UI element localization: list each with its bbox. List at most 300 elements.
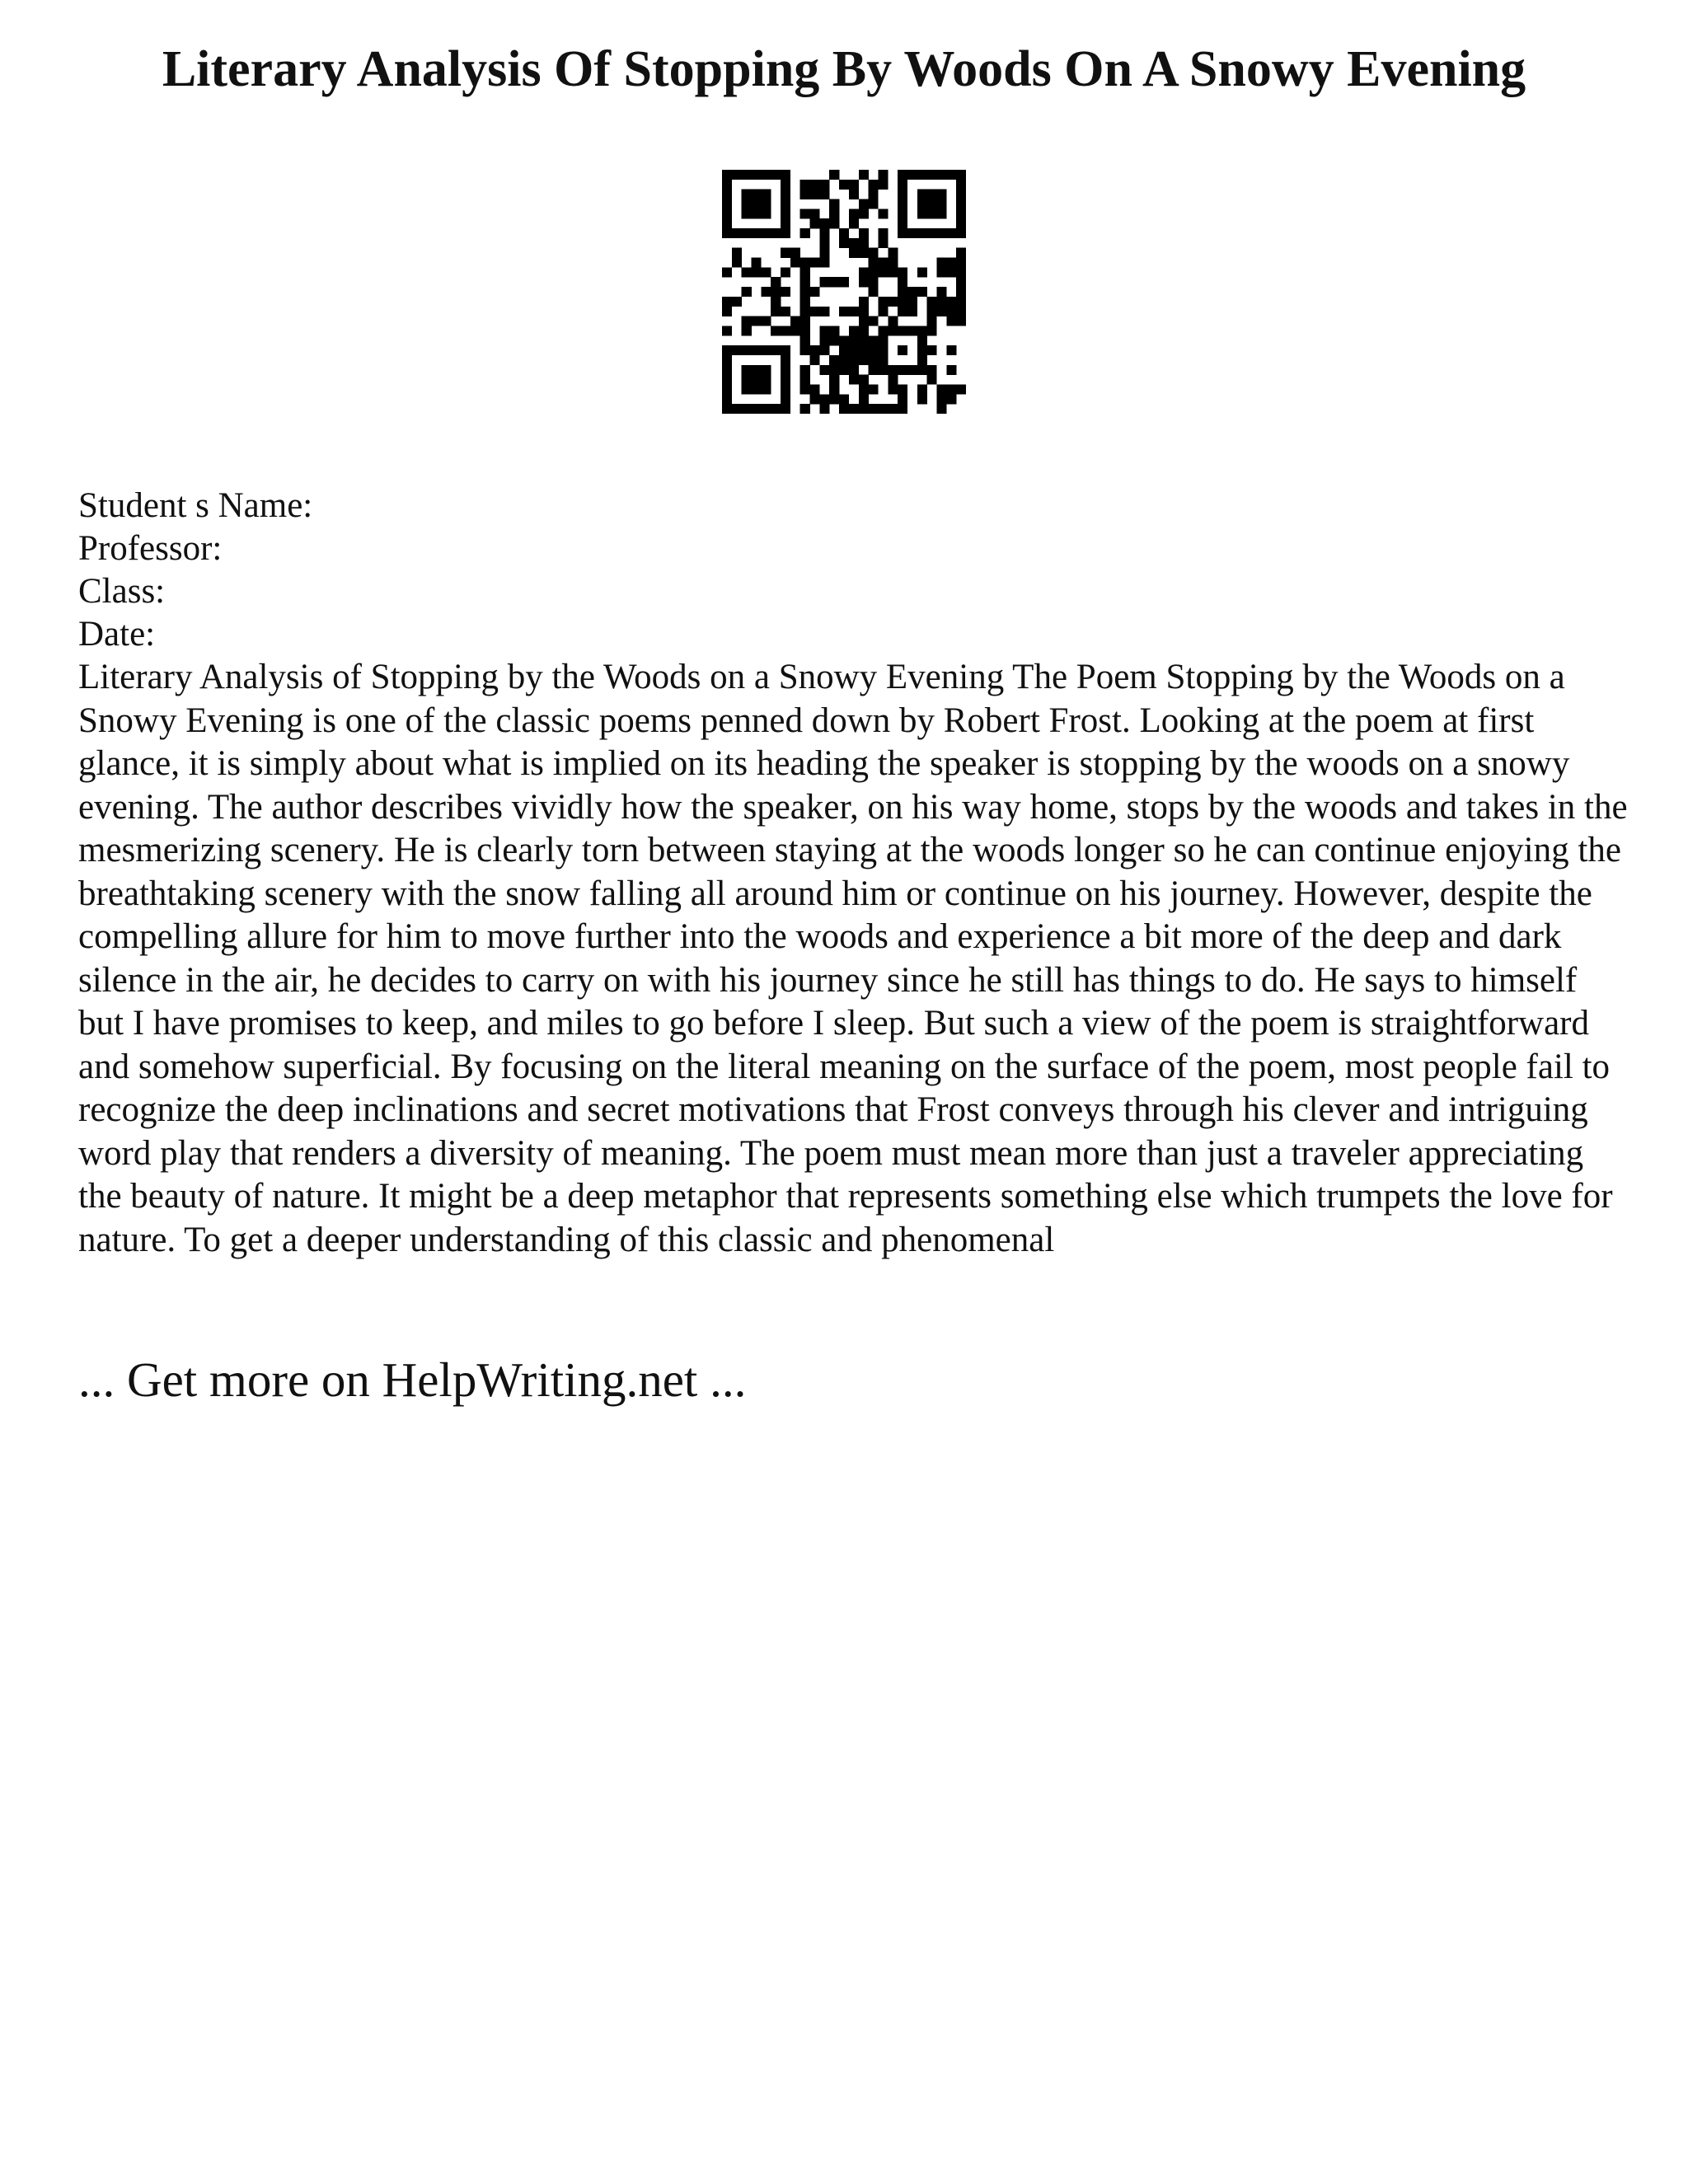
qr-module: [761, 170, 771, 180]
qr-module: [869, 199, 879, 209]
qr-module: [869, 190, 879, 199]
qr-module: [752, 384, 762, 394]
qr-module: [781, 287, 790, 297]
qr-module: [722, 170, 732, 180]
qr-module: [722, 384, 732, 394]
qr-module: [907, 307, 917, 316]
qr-module: [722, 190, 732, 199]
qr-module: [742, 404, 752, 414]
qr-module: [859, 316, 869, 326]
qr-module: [761, 287, 771, 297]
qr-module: [839, 345, 849, 355]
qr-module: [781, 209, 790, 218]
qr-module: [771, 326, 781, 335]
qr-module: [722, 326, 732, 335]
qr-module: [849, 238, 859, 248]
qr-module: [878, 297, 888, 307]
qr-module: [869, 287, 879, 297]
qr-module: [732, 258, 742, 268]
qr-module: [722, 375, 732, 385]
qr-module: [936, 190, 946, 199]
professor-label: Professor:: [78, 529, 223, 568]
qr-module: [878, 355, 888, 365]
qr-module: [819, 258, 829, 268]
qr-module: [771, 170, 781, 180]
qr-module: [917, 170, 927, 180]
qr-module: [839, 335, 849, 345]
qr-module: [722, 267, 732, 277]
qr-module: [819, 248, 829, 258]
qr-module: [790, 248, 800, 258]
qr-module: [810, 355, 820, 365]
qr-module: [869, 248, 879, 258]
qr-module: [752, 404, 762, 414]
qr-module: [800, 190, 810, 199]
qr-module: [869, 355, 879, 365]
qr-module: [927, 170, 937, 180]
qr-module: [927, 316, 937, 326]
qr-module: [742, 365, 752, 375]
qr-module: [752, 228, 762, 238]
qr-module: [800, 375, 810, 385]
qr-module: [869, 365, 879, 375]
qr-module: [859, 248, 869, 258]
qr-module: [839, 394, 849, 404]
qr-module: [800, 209, 810, 218]
qr-module: [761, 345, 771, 355]
qr-module: [888, 384, 898, 394]
qr-module: [878, 365, 888, 375]
qr-module: [936, 199, 946, 209]
qr-module: [927, 326, 937, 335]
qr-module: [956, 190, 966, 199]
qr-module: [898, 228, 907, 238]
qr-module: [849, 190, 859, 199]
qr-module: [888, 365, 898, 375]
qr-module: [898, 404, 907, 414]
qr-module: [819, 218, 829, 228]
qr-module: [849, 307, 859, 316]
qr-module: [936, 209, 946, 218]
qr-module: [946, 258, 956, 268]
qr-module: [946, 307, 956, 316]
qr-module: [781, 199, 790, 209]
qr-module: [849, 365, 859, 375]
qr-module: [839, 277, 849, 287]
qr-module: [936, 307, 946, 316]
qr-module: [917, 355, 927, 365]
qr-module: [829, 326, 839, 335]
qr-module: [956, 267, 966, 277]
qr-module: [898, 190, 907, 199]
qr-module: [869, 316, 879, 326]
qr-module: [888, 248, 898, 258]
qr-module: [888, 404, 898, 414]
qr-module: [878, 180, 888, 190]
qr-module: [819, 404, 829, 414]
qr-module: [800, 277, 810, 287]
qr-module: [829, 384, 839, 394]
qr-module: [819, 365, 829, 375]
qr-module: [869, 180, 879, 190]
qr-module: [790, 316, 800, 326]
qr-module: [732, 297, 742, 307]
qr-module: [742, 199, 752, 209]
qr-module: [878, 209, 888, 218]
qr-module: [722, 199, 732, 209]
qr-module: [722, 209, 732, 218]
qr-module: [859, 394, 869, 404]
qr-module: [917, 209, 927, 218]
qr-module: [898, 267, 907, 277]
qr-module: [907, 287, 917, 297]
qr-module: [819, 307, 829, 316]
qr-module: [859, 238, 869, 248]
qr-module: [839, 355, 849, 365]
qr-module: [859, 404, 869, 414]
qr-module: [800, 297, 810, 307]
qr-module: [781, 180, 790, 190]
qr-module: [810, 345, 820, 355]
qr-module: [752, 258, 762, 268]
qr-module: [771, 297, 781, 307]
qr-module: [819, 180, 829, 190]
qr-module: [869, 345, 879, 355]
qr-module: [927, 190, 937, 199]
essay-body: Literary Analysis of Stopping by the Woods on a Snowy Evening The Poem Stopping by the Woods on a Snowy Evening is one of the classic poems penned down by Robert Frost. Looking at the poem at first glance, it is simply about what is implied on its heading the speaker is stopping by the woods on a snowy evening. The author describes vividly how the speaker, on his way home, stops by the woods and takes in the mesmerizing scenery. He is clearly torn between staying at the woods longer so he can continue enjoying the breathtaking scenery with the snow falling all around him or continue on his journey. However, despite the compelling allure for him to move further into the woods and experience a bit more of the deep and dark silence in the air, he decides to carry on with his journey since he still has things to do. He says to himself but I have promises to keep, and miles to go before I sleep. But such a view of the poem is straightforward and somehow superficial. By focusing on the literal meaning on the surface of the poem, most people fail to recognize the deep inclinations and secret motivations that Frost conveys through his clever and intriguing word play that renders a diversity of meaning. The poem must mean more than just a traveler appreciating the beauty of nature. It might be a deep metaphor that represents something else which trumpets the love for nature. To get a deeper understanding of this classic and phenomenal: [78, 658, 1628, 1259]
qr-module: [742, 170, 752, 180]
qr-module: [936, 384, 946, 394]
qr-module: [888, 375, 898, 385]
qr-module: [810, 218, 820, 228]
qr-module: [800, 404, 810, 414]
qr-module: [869, 335, 879, 345]
qr-module: [946, 170, 956, 180]
qr-module: [771, 345, 781, 355]
qr-module: [752, 267, 762, 277]
qr-module: [849, 335, 859, 345]
qr-module: [936, 228, 946, 238]
qr-module: [956, 297, 966, 307]
qr-module: [956, 170, 966, 180]
qr-module: [956, 258, 966, 268]
qr-module: [907, 297, 917, 307]
qr-module: [761, 209, 771, 218]
qr-module: [752, 375, 762, 385]
qr-module: [878, 267, 888, 277]
qr-module: [859, 375, 869, 385]
qr-module: [829, 170, 839, 180]
qr-module: [849, 248, 859, 258]
qr-module: [732, 248, 742, 258]
class-label: Class:: [78, 572, 166, 611]
qr-module: [732, 170, 742, 180]
qr-module: [771, 228, 781, 238]
qr-module: [829, 199, 839, 209]
qr-module: [810, 180, 820, 190]
qr-module: [849, 326, 859, 335]
qr-module: [917, 326, 927, 335]
qr-module: [742, 345, 752, 355]
qr-module: [898, 287, 907, 297]
qr-module: [752, 365, 762, 375]
qr-module: [859, 209, 869, 218]
qr-module: [742, 190, 752, 199]
qr-module: [917, 335, 927, 345]
qr-module: [878, 258, 888, 268]
qr-module: [771, 307, 781, 316]
qr-module: [946, 394, 956, 404]
qr-module: [956, 287, 966, 297]
qr-module: [761, 190, 771, 199]
qr-module: [722, 218, 732, 228]
qr-module: [722, 394, 732, 404]
qr-module: [819, 277, 829, 287]
qr-module: [761, 316, 771, 326]
qr-module: [869, 404, 879, 414]
qr-module: [927, 199, 937, 209]
qr-module: [917, 365, 927, 375]
qr-module: [781, 248, 790, 258]
qr-module: [849, 209, 859, 218]
qr-module: [839, 365, 849, 375]
qr-module: [936, 258, 946, 268]
qr-module: [752, 209, 762, 218]
qr-module: [917, 345, 927, 355]
qr-module: [839, 238, 849, 248]
qr-module: [859, 335, 869, 345]
qr-module: [859, 384, 869, 394]
qr-module: [829, 218, 839, 228]
date-label: Date:: [78, 615, 156, 654]
qr-module: [752, 190, 762, 199]
qr-module: [878, 326, 888, 335]
qr-module: [819, 345, 829, 355]
qr-module: [810, 394, 820, 404]
qr-module: [722, 365, 732, 375]
qr-module: [781, 375, 790, 385]
qr-module: [927, 375, 937, 385]
qr-module: [898, 180, 907, 190]
student-info-block: [78, 485, 1611, 656]
qr-module: [898, 218, 907, 228]
qr-module: [878, 335, 888, 345]
qr-module: [907, 326, 917, 335]
qr-module: [859, 355, 869, 365]
qr-module: [917, 287, 927, 297]
qr-module: [956, 277, 966, 287]
qr-module: [907, 228, 917, 238]
qr-module: [810, 287, 820, 297]
qr-module: [956, 199, 966, 209]
qr-module: [790, 326, 800, 335]
qr-module: [819, 326, 829, 335]
qr-module: [946, 267, 956, 277]
qr-module: [781, 307, 790, 316]
qr-module: [761, 404, 771, 414]
qr-module: [722, 355, 732, 365]
qr-module: [742, 267, 752, 277]
qr-module: [742, 384, 752, 394]
qr-module: [752, 170, 762, 180]
qr-module: [800, 345, 810, 355]
qr-module: [781, 326, 790, 335]
qr-module: [898, 170, 907, 180]
qr-module: [742, 209, 752, 218]
qr-module: [781, 384, 790, 394]
qr-module: [956, 228, 966, 238]
qr-module: [936, 404, 946, 414]
qr-module: [810, 258, 820, 268]
qr-module: [800, 365, 810, 375]
qr-module: [869, 267, 879, 277]
qr-module: [800, 228, 810, 238]
qr-module: [742, 326, 752, 335]
qr-code-graphic: [722, 170, 966, 414]
qr-module: [936, 287, 946, 297]
qr-module: [859, 277, 869, 287]
qr-module: [859, 307, 869, 316]
qr-module: [829, 277, 839, 287]
qr-module: [732, 228, 742, 238]
qr-module: [781, 345, 790, 355]
qr-module: [936, 394, 946, 404]
qr-module: [956, 316, 966, 326]
qr-module: [849, 355, 859, 365]
qr-module: [898, 209, 907, 218]
qr-module: [936, 297, 946, 307]
qr-module: [829, 335, 839, 345]
qr-module: [800, 180, 810, 190]
qr-module: [732, 404, 742, 414]
qr-module: [859, 267, 869, 277]
qr-module: [732, 345, 742, 355]
qr-module: [956, 209, 966, 218]
qr-module: [859, 170, 869, 180]
qr-module: [859, 326, 869, 335]
qr-module: [888, 258, 898, 268]
qr-module: [810, 384, 820, 394]
qr-module: [761, 228, 771, 238]
qr-module: [917, 190, 927, 199]
qr-module: [800, 316, 810, 326]
qr-module: [810, 190, 820, 199]
qr-module: [771, 404, 781, 414]
qr-module: [878, 345, 888, 355]
qr-module: [781, 267, 790, 277]
qr-module: [819, 394, 829, 404]
qr-module: [927, 365, 937, 375]
qr-module: [722, 297, 732, 307]
qr-module: [869, 277, 879, 287]
qr-module: [761, 365, 771, 375]
qr-module: [927, 307, 937, 316]
qr-module: [781, 404, 790, 414]
qr-module: [722, 180, 732, 190]
qr-module: [907, 365, 917, 375]
qr-module: [917, 394, 927, 404]
qr-module: [781, 190, 790, 199]
qr-module: [819, 335, 829, 345]
qr-module: [849, 375, 859, 385]
qr-module: [752, 316, 762, 326]
qr-module: [829, 375, 839, 385]
qr-module: [859, 297, 869, 307]
qr-module: [849, 218, 859, 228]
qr-module: [907, 170, 917, 180]
qr-module: [936, 170, 946, 180]
qr-module: [898, 326, 907, 335]
qr-module: [829, 365, 839, 375]
qr-module: [722, 228, 732, 238]
qr-module: [761, 375, 771, 385]
qr-module: [956, 307, 966, 316]
qr-module: [742, 228, 752, 238]
qr-module: [819, 238, 829, 248]
qr-module: [771, 277, 781, 287]
helpwriting-link[interactable]: ... Get more on HelpWriting.net ...: [78, 1352, 747, 1407]
qr-module: [829, 394, 839, 404]
qr-module: [839, 307, 849, 316]
qr-module: [849, 404, 859, 414]
qr-module: [761, 267, 771, 277]
qr-module: [859, 199, 869, 209]
qr-module: [819, 228, 829, 238]
qr-module: [800, 258, 810, 268]
qr-module: [888, 316, 898, 326]
qr-module: [722, 307, 732, 316]
qr-module: [829, 355, 839, 365]
qr-module: [819, 190, 829, 199]
qr-module: [936, 267, 946, 277]
qr-module: [761, 384, 771, 394]
qr-module: [800, 326, 810, 335]
qr-module: [878, 307, 888, 316]
qr-module: [722, 345, 732, 355]
qr-module: [898, 365, 907, 375]
qr-module: [898, 394, 907, 404]
qr-module: [742, 316, 752, 326]
qr-module: [781, 218, 790, 228]
qr-module: [800, 307, 810, 316]
qr-module: [742, 375, 752, 385]
qr-module: [829, 209, 839, 218]
qr-module: [898, 297, 907, 307]
qr-module: [790, 258, 800, 268]
qr-module: [800, 267, 810, 277]
qr-module: [946, 228, 956, 238]
qr-module: [946, 345, 956, 355]
qr-module: [839, 228, 849, 238]
qr-module: [956, 248, 966, 258]
qr-module: [946, 384, 956, 394]
qr-module: [839, 404, 849, 414]
qr-module: [946, 316, 956, 326]
qr-module: [917, 267, 927, 277]
qr-module: [849, 180, 859, 190]
qr-module: [888, 326, 898, 335]
qr-module: [956, 384, 966, 394]
qr-module: [859, 228, 869, 238]
qr-module: [927, 209, 937, 218]
qr-module: [878, 170, 888, 180]
qr-module: [878, 228, 888, 238]
qr-module: [869, 258, 879, 268]
qr-module: [917, 199, 927, 209]
qr-code-icon[interactable]: [722, 170, 966, 414]
qr-module: [722, 404, 732, 414]
qr-module: [859, 345, 869, 355]
